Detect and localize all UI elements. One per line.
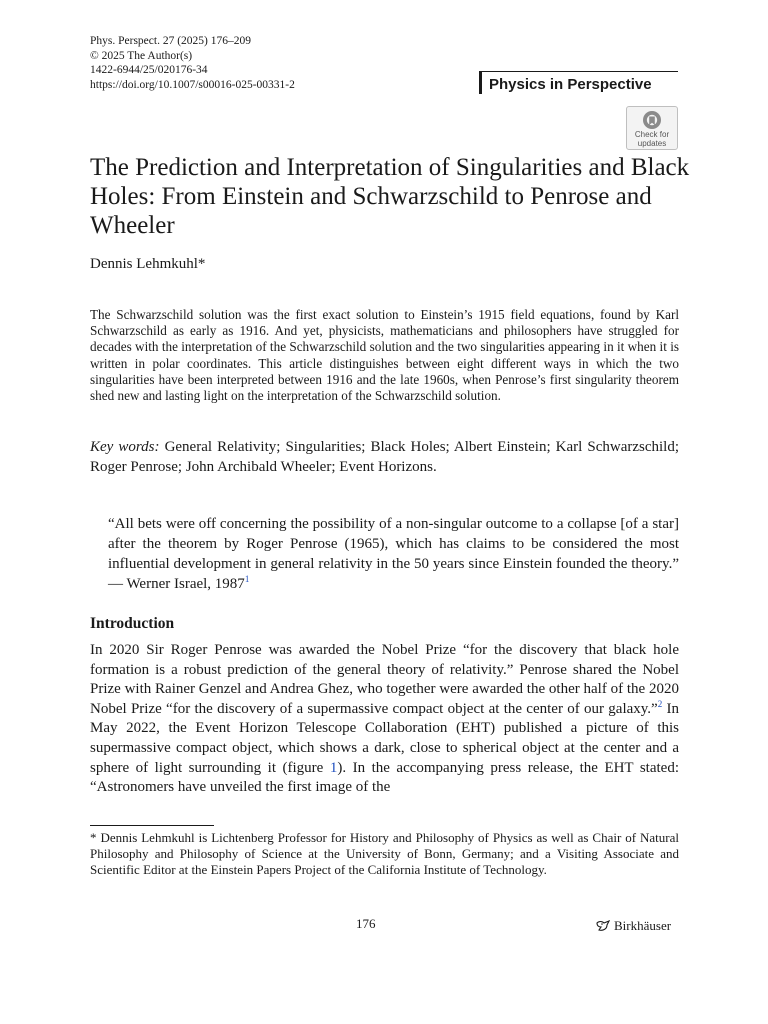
- publisher-logo: [596, 918, 671, 934]
- doi-link[interactable]: https://doi.org/10.1007/s00016-025-00331-2: [90, 78, 295, 91]
- keywords-list: General Relativity; Singularities; Black Holes; Albert Einstein; Karl Schwarzschild; Roger Penrose; John Archibald Wheeler; Event Horizons.: [90, 439, 680, 475]
- intro-text-3: ). In the accompanying press release, the EHT stated: “Astronomers have unveiled the first image of the: [90, 759, 679, 796]
- publisher-name: Birkhäuser: [614, 918, 672, 933]
- abstract: The Schwarzschild solution was the first exact solution to Einstein’s 1915 field equations, found by Karl Schwarzschild as early as 1916. And yet, physicists, mathematicians and philosophers have struggled for decades with the interpretation of the Schwarzschild solution and the two singularities appearing in it when it is written in polar coordinates. This article distinguishes between eight different ways in which the two singularities have been interpreted between 1916 and the late 1960s, when Penrose’s first singularity theorem shed new and lasting light on the interpretation of the Schwarzschild solution.: [90, 307, 679, 404]
- issn: 1422-6944/25/020176-34: [90, 64, 208, 76]
- article-title: The Prediction and Interpretation of Singularities and Black Holes: From Einstein and Schwarzschild to Penrose and Wheeler: [90, 154, 690, 239]
- footnote-divider: [90, 825, 214, 826]
- citation: Phys. Perspect. 27 (2025) 176–209: [90, 35, 251, 47]
- author-name: Dennis Lehmkuhl*: [90, 256, 206, 272]
- keywords-label: Key words:: [90, 439, 160, 455]
- page-number: 176: [356, 916, 376, 931]
- crossmark-label: Check for updates: [634, 130, 670, 148]
- epigraph-quote: [108, 514, 679, 594]
- introduction-paragraph: [90, 641, 679, 798]
- intro-text-2: In May 2022, the Event Horizon Telescope Collaboration (EHT) published a picture of this supermassive compact object, which shows a dark, close to spherical object at the center and a sphere of light surrounding it (figure: [90, 700, 680, 776]
- section-heading: Introduction: [90, 615, 175, 632]
- intro-text-1: In 2020 Sir Roger Penrose was awarded the Nobel Prize “for the discovery that black hole formation is a robust prediction of the general theory of relativity.” Penrose shared the Nobel Prize with Rainer Genzel and Andrea Ghez, who together were awarded the other half of the 2020 Nobel Prize “for the discovery of a supermassive compact object at the center of our galaxy.”: [90, 642, 679, 717]
- keywords: [90, 437, 679, 477]
- epigraph-text: “All bets were off concerning the possibility of a non-singular outcome to a collapse [of a star] after the theorem by Roger Penrose (1965), which has claims to be considered the most influential development in general relativity in the 50 years since Einstein founded the theory.” — Werner Israel, 1987: [108, 516, 679, 592]
- crossmark-icon: [642, 110, 662, 130]
- footnote-ref-2[interactable]: 2: [657, 698, 663, 709]
- journal-name: Physics in Perspective: [479, 71, 678, 94]
- check-for-updates-badge[interactable]: [626, 106, 678, 150]
- figure-ref-1[interactable]: 1: [329, 759, 338, 776]
- footnote-ref-1[interactable]: 1: [244, 574, 250, 584]
- birkhauser-bird-icon: [596, 920, 610, 932]
- copyright: © 2025 The Author(s): [90, 49, 193, 62]
- article-metadata: [90, 34, 295, 92]
- author-footnote: * Dennis Lehmkuhl is Lichtenberg Professor for History and Philosophy of Physics as well as Chair of Natural Philosophy and Philosophy of Science at the University of Bonn, Germany; and a Visiting Associate and Scientific Editor at the Einstein Papers Project of the California Institute of Technology.: [90, 830, 679, 878]
